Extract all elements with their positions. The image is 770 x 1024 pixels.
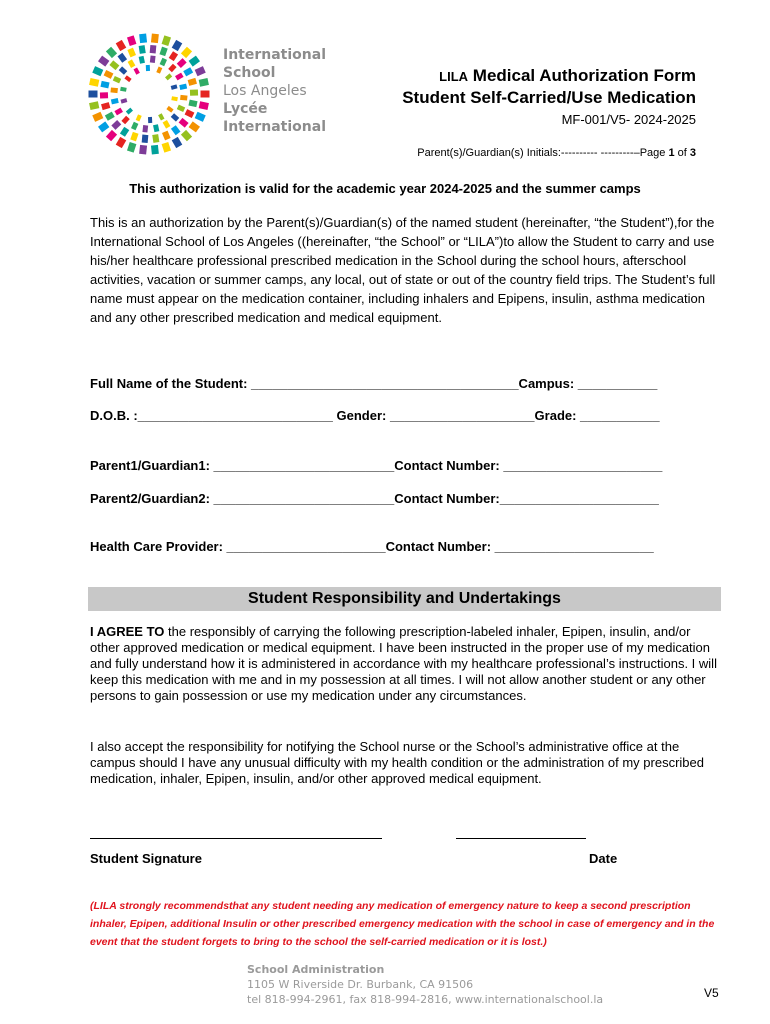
logo-tile — [189, 121, 200, 132]
logo-tile — [128, 59, 136, 68]
logo-tile — [171, 96, 178, 101]
logo-tile — [113, 76, 121, 83]
logo-tile — [139, 33, 147, 43]
logo-tile — [120, 98, 127, 103]
logo-tile — [89, 78, 99, 87]
admin-contact: tel 818-994-2961, fax 818-994-2816, www.internationalschool.la — [247, 993, 604, 1006]
school-name-line-2: School — [223, 65, 276, 81]
logo-tile — [171, 84, 178, 89]
logo-tile — [162, 142, 171, 153]
dob-gender-grade-field[interactable]: D.O.B. :___________________________ Gender: ____________________Grade: ___________ — [90, 408, 660, 423]
logo-tile — [98, 56, 109, 67]
logo-tile — [150, 55, 156, 62]
logo-tile — [127, 35, 136, 46]
logo-tile — [109, 60, 119, 70]
logo-tile — [181, 130, 192, 141]
logo-tile — [150, 45, 157, 54]
logo-tile — [136, 114, 142, 121]
logo-tile — [101, 102, 110, 110]
logo-tile — [89, 101, 99, 110]
logo-tile — [181, 47, 192, 58]
footer-address-block — [247, 962, 603, 1007]
student-signature-line[interactable] — [90, 838, 382, 839]
logo-tile — [188, 100, 197, 108]
agreement-lead: I AGREE TO — [90, 624, 165, 639]
logo-tile — [116, 40, 127, 51]
logo-tile — [121, 116, 129, 125]
health-provider-contact-field[interactable]: Health Care Provider: ______________________Contact Number: ______________________ — [90, 539, 654, 554]
logo-tile — [189, 56, 200, 67]
form-title-prefix: LILA — [439, 69, 469, 84]
logo-tile — [179, 84, 187, 90]
logo-tile — [159, 47, 167, 57]
logo-tile — [89, 91, 98, 98]
logo-tile — [116, 137, 127, 148]
logo-tile — [199, 101, 209, 110]
form-subtitle: Student Self-Carried/Use Medication — [402, 88, 696, 107]
logo-tile — [106, 47, 117, 58]
student-signature-label: Student Signature — [90, 851, 202, 866]
date-line[interactable] — [456, 838, 586, 839]
form-title-main: Medical Authorization Form — [468, 66, 696, 85]
logo-tile — [171, 113, 180, 121]
logo-tile — [142, 125, 148, 132]
recommendation-note: (LILA strongly recommendsthat any student needing any medication of emergency nature to keep a second prescription inhaler, Epipen, additional Insulin or other prescribed emergency medication with the school in case of emergency and in the event that the student forgets to bring to the school the self-carried medication or it is lost.) — [90, 900, 715, 948]
logo-tile — [151, 145, 159, 155]
logo-tile — [127, 48, 136, 58]
logo-tile — [142, 135, 149, 144]
logo-tile — [153, 124, 159, 132]
school-name-line-5: International — [223, 119, 327, 135]
logo-tile — [92, 112, 103, 122]
initials-line — [417, 147, 696, 159]
agreement-text: the responsibly of carrying the following prescription-labeled inhaler, Epipen, insulin, and/or other approved medication or medical equipment. I have been instructed in the proper use of my medication and fully understand how it is administered in accordance with my healthcare professional’s instructions. I will keep this medication with me and in my possession at all times. I will not allow another student or any other persons to gain possession or use my medication under any circumstances. — [90, 624, 717, 703]
logo-tile — [177, 105, 185, 112]
page-of: of — [674, 147, 690, 159]
logo-tile — [111, 120, 121, 130]
logo-tile — [100, 92, 108, 98]
agreement-paragraph — [90, 624, 722, 704]
logo-tile — [114, 108, 123, 116]
logo-tile — [180, 95, 187, 101]
logo-tile — [139, 145, 147, 155]
logo-tile — [195, 66, 206, 76]
school-name-line-3: Los Angeles — [223, 83, 307, 99]
date-label: Date — [589, 851, 618, 866]
initials-text: Parent(s)/Guardian(s) Initials:---------- ---------–Page — [417, 147, 669, 159]
logo-tile — [127, 142, 136, 153]
logo-tile — [172, 137, 183, 148]
logo-tile — [120, 127, 129, 137]
logo-tile — [166, 106, 173, 113]
logo-tile — [165, 73, 172, 80]
logo-tile — [160, 58, 167, 66]
admin-address: 1105 W Riverside Dr. Burbank, CA 91506 — [247, 978, 474, 991]
page-current: 1 — [668, 147, 675, 159]
logo-tile — [118, 53, 128, 63]
logo-tile — [92, 66, 103, 76]
logo-tile — [139, 56, 145, 64]
logo-tile — [134, 68, 140, 75]
logo-tile — [183, 67, 193, 76]
school-name-line-4: Lycée — [223, 101, 268, 117]
logo-tile — [201, 91, 210, 98]
school-name — [223, 46, 326, 136]
version-label: V5 — [704, 986, 719, 1000]
logo-tile — [199, 78, 209, 87]
logo-tile — [119, 66, 128, 74]
logo-tile — [110, 87, 117, 93]
logo-tile — [175, 73, 184, 81]
logo-tile — [104, 70, 114, 79]
logo-tile — [162, 131, 171, 141]
logo-tile — [120, 87, 127, 92]
logo-tile — [100, 81, 109, 89]
logo-tile — [168, 64, 176, 73]
logo-tile — [185, 109, 195, 118]
logo-tile — [151, 33, 159, 43]
logo-tile — [146, 65, 150, 71]
parent2-contact-field[interactable]: Parent2/Guardian2: _________________________Contact Number:______________________ — [90, 491, 659, 506]
school-logo-icon — [85, 30, 213, 158]
admin-title: School Administration — [247, 963, 385, 976]
logo-tile — [126, 108, 133, 115]
logo-tile — [139, 45, 146, 54]
student-name-campus-field[interactable]: Full Name of the Student: _____________________________________Campus: ___________ — [90, 376, 658, 391]
logo-tile — [179, 118, 189, 128]
logo-tile — [131, 122, 138, 130]
logo-tile — [195, 112, 206, 122]
page-total: 3 — [689, 147, 696, 159]
responsibility-paragraph: I also accept the responsibility for notifying the School nurse or the School’s administrative office at the campus should I have any unusual difficulty with my health condition or the administration of my prescribed medication, inhaler, Epipen, insulin, and/or other approved medical equipment. — [90, 739, 704, 786]
logo-tile — [171, 125, 181, 135]
logo-tile — [111, 98, 119, 104]
intro-paragraph: This is an authorization by the Parent(s)/Guardian(s) of the named student (hereinafter, “the Student”),for the International School of Los Angeles ((hereinafter, “the School” or “LILA”)to allow the Student to carry and use his/her healthcare professional prescribed medication in the School during the school hours, afterschool activities, vacation or summer camps, any local, out of state or out of the country field trips. The Student’s full name must appear on the medication container, including inhalers and Epipens, insulin, asthma medication and any other prescribed medication and medical equipment. — [90, 215, 716, 325]
validity-statement: This authorization is valid for the academic year 2024-2025 and the summer camps — [129, 181, 641, 196]
form-title — [439, 66, 696, 86]
school-name-line-1: International — [223, 47, 327, 63]
logo-tile — [106, 130, 117, 141]
logo-tile — [177, 58, 187, 68]
logo-tile — [172, 40, 183, 51]
section-heading: Student Responsibility and Undertakings — [88, 587, 721, 611]
logo-tile — [156, 67, 162, 74]
logo-tile — [124, 75, 131, 82]
logo-tile — [130, 132, 138, 142]
logo-tile — [163, 120, 171, 129]
logo-tile — [152, 134, 159, 143]
logo-tile — [158, 113, 164, 120]
logo-tile — [148, 117, 152, 123]
form-code: MF-001/V5- 2024-2025 — [561, 112, 696, 127]
logo-tile — [190, 89, 198, 95]
parent1-contact-field[interactable]: Parent1/Guardian1: _________________________Contact Number: ______________________ — [90, 458, 663, 473]
logo-tile — [105, 112, 115, 121]
logo-tile — [169, 51, 178, 61]
logo-tile — [162, 35, 171, 46]
logo-tile — [98, 121, 109, 132]
logo-tile — [188, 78, 197, 86]
